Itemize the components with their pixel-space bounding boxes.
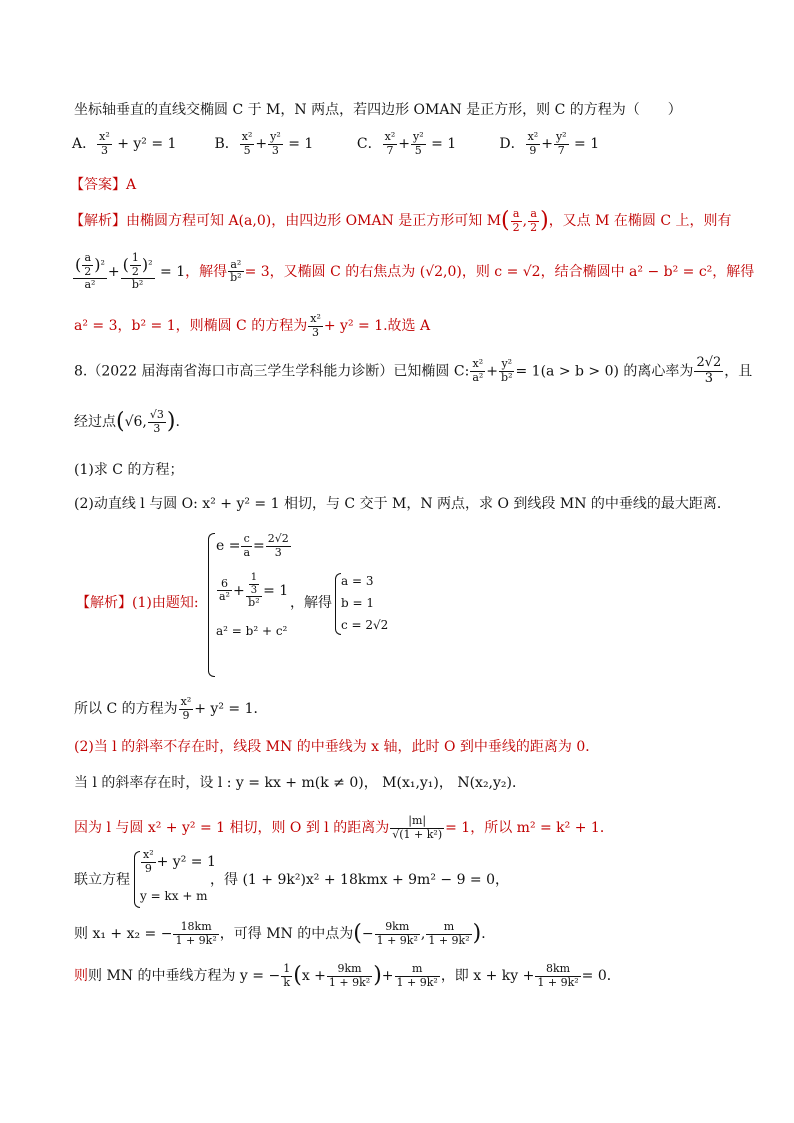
option-a: A． $\frac{\text{x²}}{3}$ + y² = 1 xyxy=(72,130,177,157)
q8-p2-line4: 联立方程 xyxy=(74,872,130,888)
q7-stem: 坐标轴垂直的直线交椭圆 C 于 M，N 两点，若四边形 OMAN 是正方形，则 C 的方程为（ ） xyxy=(74,102,682,118)
option-d: D． $\frac{\text{x²}}{9}$ + $\frac{\text{y²}}{7}$ = 1 xyxy=(499,130,600,157)
system-eq1: e = $\frac{c}{a}$ = $\frac{2√2}{3}$ xyxy=(216,532,289,559)
q8-p2-line6: 则则 MN 的中垂线方程为 y = − $\frac{1}{k}$ (x + $\frac{9km}{\text{1 + 9k²}}$ )+ $\frac{m}{\text{1 + 9k²}}$ ，即 x + ky + $\frac{8km}{\text{1 + 9k²}}$ = 0． xyxy=(74,962,621,989)
q8-p2-line4b: ，得 (1 + 9k²)x² + 18kmx + 9m² − 9 = 0， xyxy=(210,872,510,888)
solve-word: ，解得 xyxy=(290,595,332,611)
q7-options xyxy=(72,131,637,157)
q8-p2-line2: 当 l 的斜率存在时，设 l : y = kx + m(k ≠ 0)， M(x₁,y₁)， N(x₂,y₂)． xyxy=(74,775,526,791)
q8-stem-line1: 8.（2022 届海南省海口市高三学生学科能力诊断）已知椭圆 C: $\frac{\text{x²}}{\text{a²}}$ + $\frac{\text{y²}}{\text{b²}}$ = 1(a > b > 0) 的离心率为 $\frac{2√2}{3}$ ，且 xyxy=(74,355,753,386)
q8-p2-line5: 则 x₁ + x₂ = − $\frac{18km}{\text{1 + 9k²}}$ ，可得 MN 的中点为(− $\frac{9km}{\text{1 + 9k²}}$ , $\frac{m}{\text{1 + 9k²}}$ )． xyxy=(74,920,496,947)
q8-part1: (1)求 C 的方程； xyxy=(74,462,184,478)
q8-stem-line2: 经过点(√6, $\frac{√3}{3}$ ). xyxy=(74,408,180,435)
q8-solution-tag: 【解析】(1)由题知: xyxy=(76,595,199,611)
q7-answer: 【答案】A xyxy=(70,177,137,193)
lian-eq1: $\frac{\text{x²}}{9}$ + y² = 1 xyxy=(143,848,216,875)
lian-eq2: y = kx + m xyxy=(140,889,208,903)
system-brace xyxy=(208,533,215,677)
system-eq2: $\frac{6}{\text{a²}}$ + $\frac{\frac{1}{3}}{\text{b²}}$ = 1 xyxy=(219,572,289,609)
option-b: B． $\frac{\text{x²}}{5}$ + $\frac{\text{y²}}{3}$ = 1 xyxy=(214,130,314,157)
q7-analysis-line3: a² = 3，b² = 1，则椭圆 C 的方程为 $\frac{\text{x²}}{3}$ + y² = 1.故选 A xyxy=(74,312,431,339)
system-eq3: a² = b² + c² xyxy=(216,624,288,638)
result-c: c = 2√2 xyxy=(341,618,389,632)
q7-analysis-line2: ( $\frac{a}{2}$ )² a² + ( $\frac{1}{2}$ )² b² = 1，解得 $\frac{\text{a²}}{\text{b²}}$ = 3，又椭圆 C 的右焦点为 (√2,0)，则 c = √2，结合椭圆中 a² − b² = c²，解得 xyxy=(75,251,755,292)
ellipse-equation: 所以 C 的方程为 $\frac{\text{x²}}{9}$ + y² = 1． xyxy=(74,695,268,722)
result-b: b = 1 xyxy=(341,596,374,610)
q7-analysis-line1: 【解析】由椭圆方程可知 A(a,0)，由四边形 OMAN 是正方形可知 M( $\frac{a}{2}$ , $\frac{a}{2}$ )，又点 M 在椭圆 C 上，则有 xyxy=(70,207,732,234)
result-a: a = 3 xyxy=(341,574,374,588)
q8-p2-line1: (2)当 l 的斜率不存在时，线段 MN 的中垂线为 x 轴，此时 O 到中垂线的距离为 0． xyxy=(74,739,600,755)
q8-p2-line3: 因为 l 与圆 x² + y² = 1 相切，则 O 到 l 的距离为 $\frac{|m|}{\text{√(1 + k²)}}$ = 1，所以 m² = k² + 1． xyxy=(74,814,614,841)
option-c: C． $\frac{\text{x²}}{7}$ + $\frac{\text{y²}}{5}$ = 1 xyxy=(356,130,457,157)
q8-part2: (2)动直线 l 与圆 O: x² + y² = 1 相切，与 C 交于 M，N 两点，求 O 到线段 MN 的中垂线的最大距离． xyxy=(74,496,731,512)
